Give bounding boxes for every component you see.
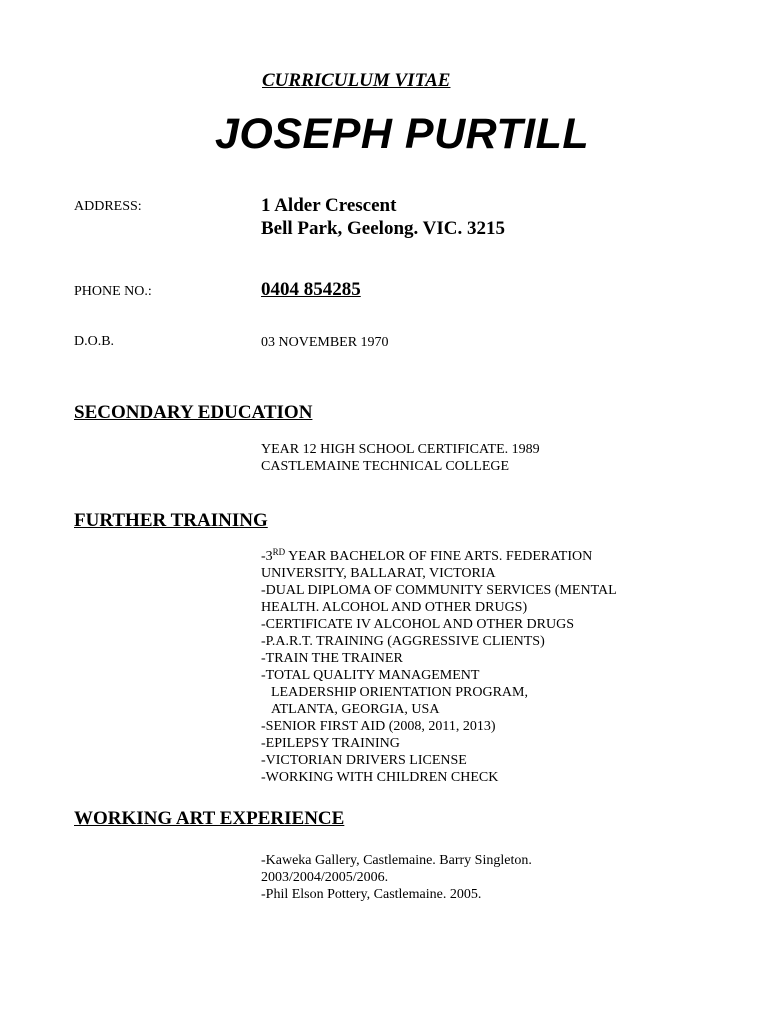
list-item: -Kaweka Gallery, Castlemaine. Barry Singleton. xyxy=(261,853,532,868)
list-item: -DUAL DIPLOMA OF COMMUNITY SERVICES (MENTAL xyxy=(261,583,617,598)
further-training-heading: FURTHER TRAINING xyxy=(74,510,268,531)
address-value xyxy=(261,194,505,240)
dob-value: 03 NOVEMBER 1970 xyxy=(261,335,389,350)
list-item: HEALTH. ALCOHOL AND OTHER DRUGS) xyxy=(261,600,528,615)
person-name: JOSEPH PURTILL xyxy=(215,110,590,158)
list-item: -VICTORIAN DRIVERS LICENSE xyxy=(261,753,467,768)
list-item: UNIVERSITY, BALLARAT, VICTORIA xyxy=(261,566,496,581)
list-item: 2003/2004/2005/2006. xyxy=(261,870,389,885)
phone-value: 0404 854285 xyxy=(261,279,361,300)
list-item: ATLANTA, GEORGIA, USA xyxy=(271,702,440,717)
secondary-education-heading: SECONDARY EDUCATION xyxy=(74,402,313,423)
dob-label: D.O.B. xyxy=(74,334,115,349)
list-item: -SENIOR FIRST AID (2008, 2011, 2013) xyxy=(261,719,496,734)
document-title: CURRICULUM VITAE xyxy=(262,70,451,91)
list-item-prefix: -3 xyxy=(261,549,273,564)
address-label: ADDRESS: xyxy=(74,199,142,214)
ordinal-suffix: RD xyxy=(272,547,286,557)
list-item: -TOTAL QUALITY MANAGEMENT xyxy=(261,668,480,683)
phone-label: PHONE NO.: xyxy=(74,284,152,299)
working-art-experience-heading: WORKING ART EXPERIENCE xyxy=(74,808,345,829)
list-item: YEAR 12 HIGH SCHOOL CERTIFICATE. 1989 xyxy=(261,442,540,457)
list-item: -Phil Elson Pottery, Castlemaine. 2005. xyxy=(261,887,482,902)
list-item: -CERTIFICATE IV ALCOHOL AND OTHER DRUGS xyxy=(261,617,574,632)
list-item: -TRAIN THE TRAINER xyxy=(261,651,403,666)
working-art-experience-list xyxy=(261,852,532,903)
further-training-list xyxy=(261,548,617,786)
address-line-2: Bell Park, Geelong. VIC. 3215 xyxy=(261,218,506,239)
list-item: CASTLEMAINE TECHNICAL COLLEGE xyxy=(261,459,510,474)
list-item: -EPILEPSY TRAINING xyxy=(261,736,400,751)
list-item: -WORKING WITH CHILDREN CHECK xyxy=(261,770,499,785)
list-item: -P.A.R.T. TRAINING (AGGRESSIVE CLIENTS) xyxy=(261,634,545,649)
secondary-education-list xyxy=(261,441,540,475)
list-item xyxy=(261,548,617,565)
list-item-text: YEAR BACHELOR OF FINE ARTS. FEDERATION xyxy=(285,549,593,564)
address-line-1: 1 Alder Crescent xyxy=(261,195,397,216)
list-item: LEADERSHIP ORIENTATION PROGRAM, xyxy=(271,685,528,700)
